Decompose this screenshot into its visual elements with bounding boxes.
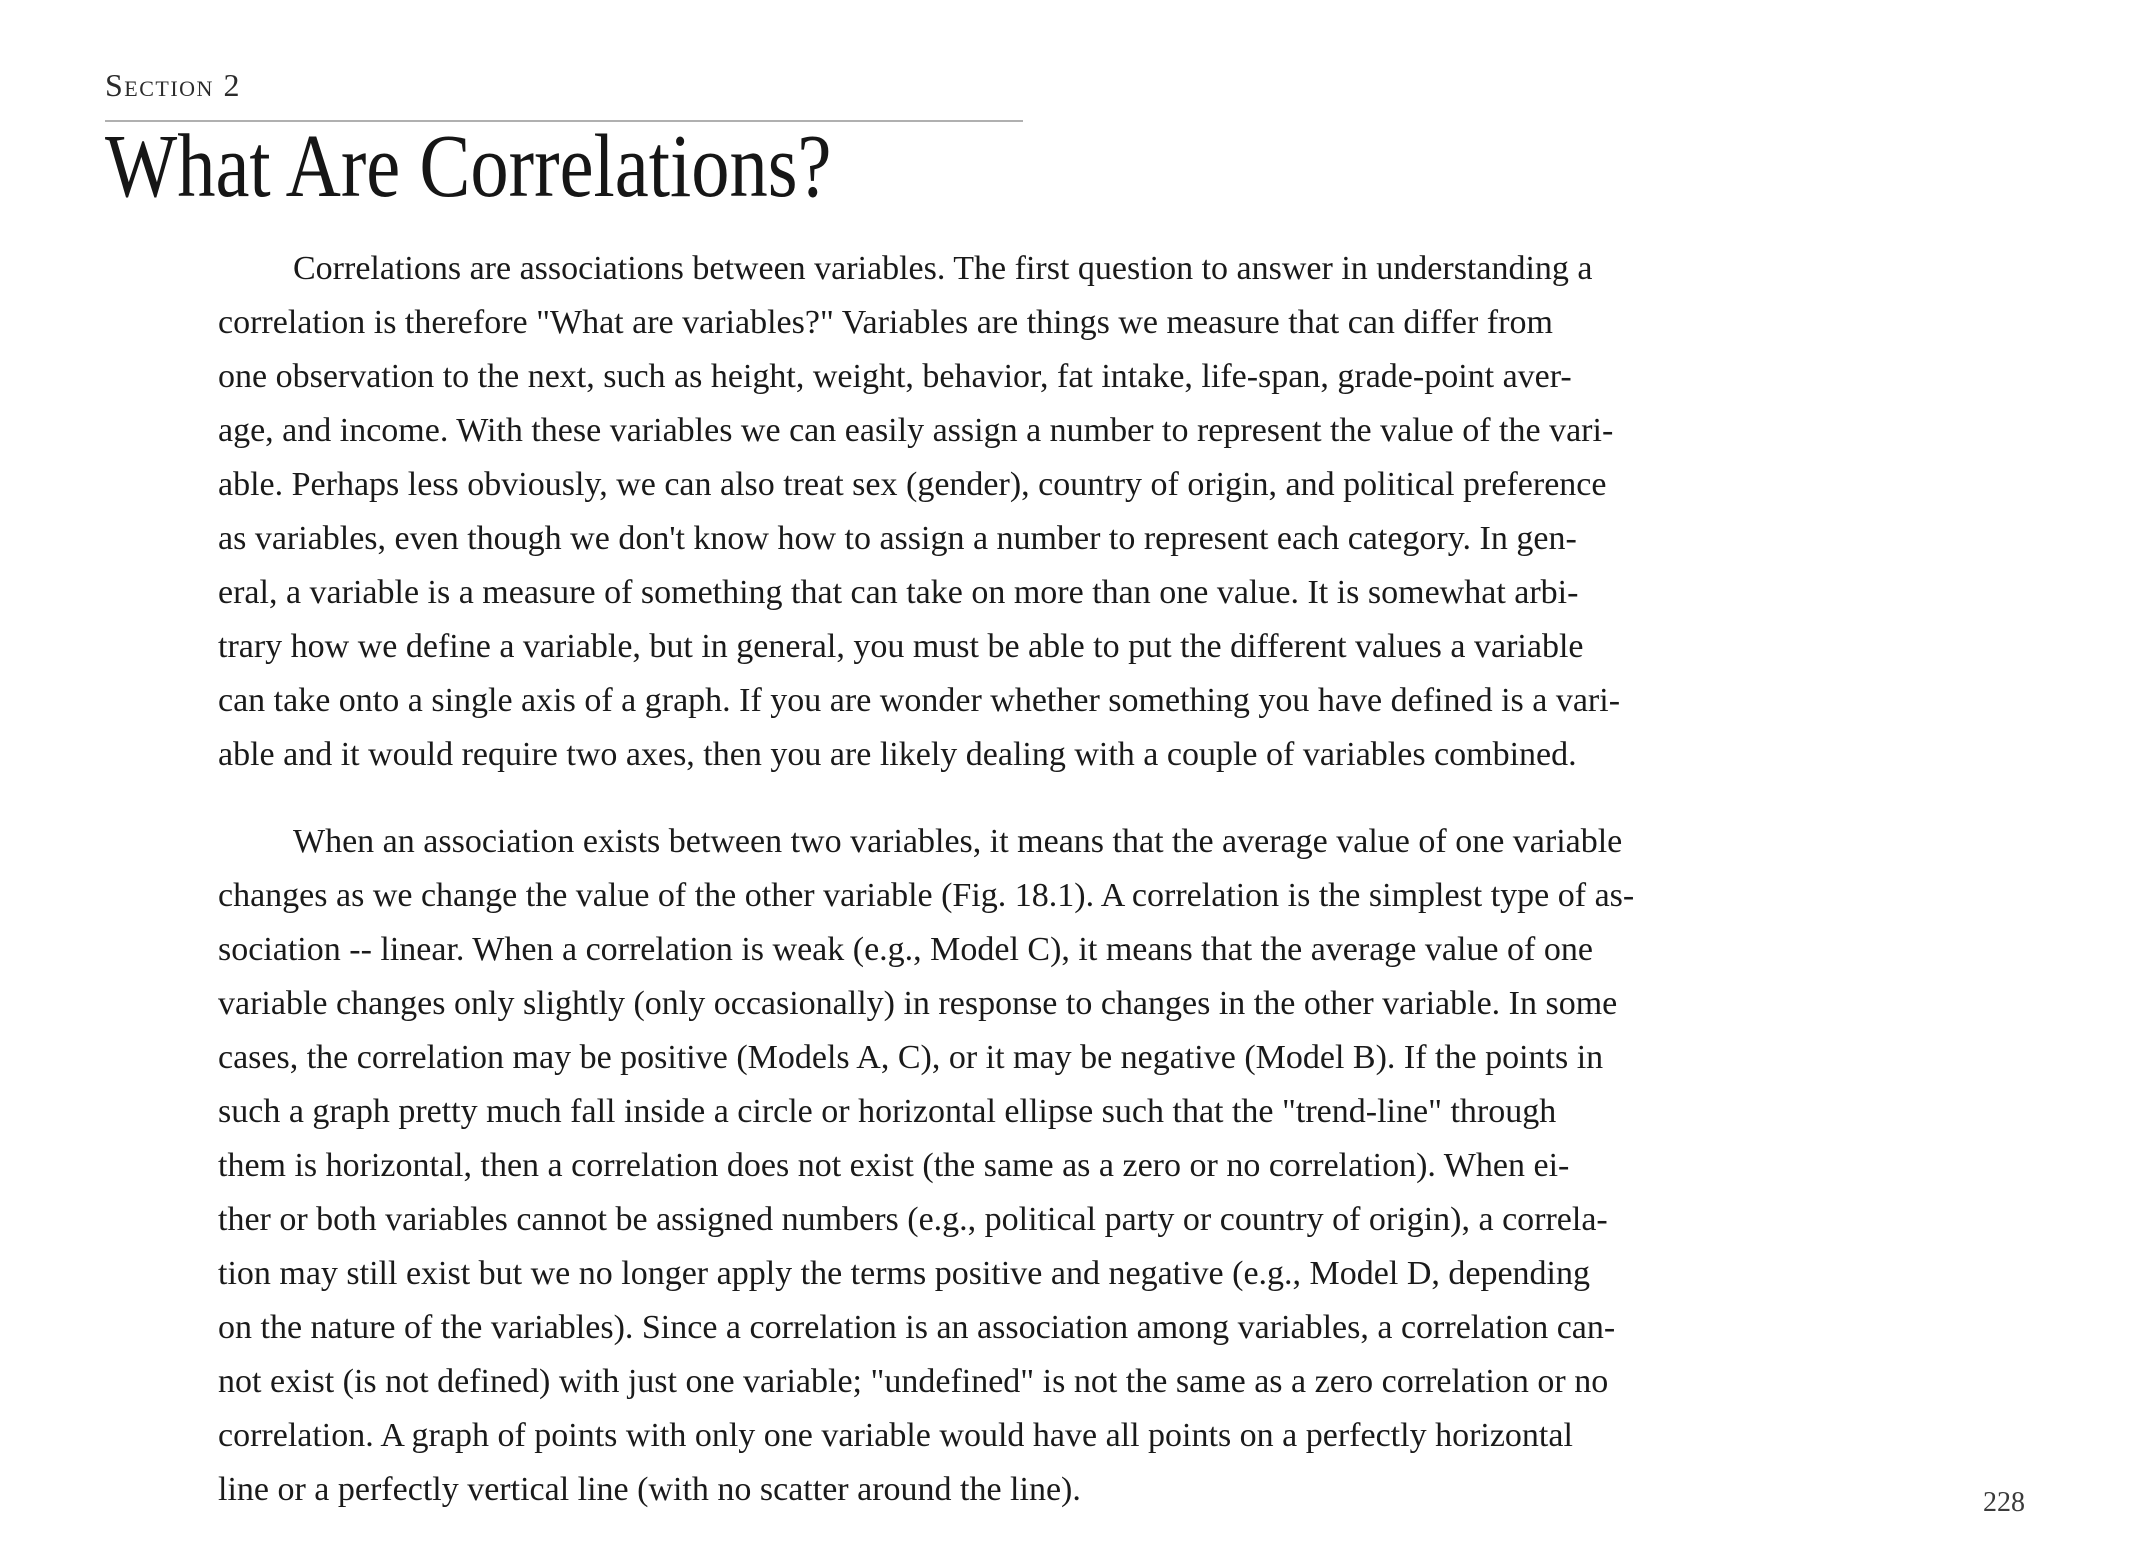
text-line: able. Perhaps less obviously, we can also treat sex (gender), country of origin, and political preference: [218, 466, 1607, 503]
body-text: [218, 242, 1948, 1517]
text-line: sociation -- linear. When a correlation is weak (e.g., Model C), it means that the average value of one: [218, 931, 1593, 968]
text-line: them is horizontal, then a correlation does not exist (the same as a zero or no correlation). When ei-: [218, 1147, 1570, 1184]
text-line: age, and income. With these variables we can easily assign a number to represent the value of the vari-: [218, 412, 1614, 449]
text-line: tion may still exist but we no longer apply the terms positive and negative (e.g., Model D, depending: [218, 1255, 1591, 1292]
text-line: eral, a variable is a measure of something that can take on more than one value. It is somewhat arbi-: [218, 574, 1579, 611]
text-line: changes as we change the value of the other variable (Fig. 18.1). A correlation is the simplest type of as-: [218, 877, 1635, 914]
text-line: can take onto a single axis of a graph. If you are wonder whether something you have defined is a vari-: [218, 682, 1621, 719]
text-line: line or a perfectly vertical line (with no scatter around the line).: [218, 1471, 1081, 1508]
page-title: What Are Correlations?: [105, 117, 832, 216]
text-line: correlation. A graph of points with only one variable would have all points on a perfectly horizontal: [218, 1417, 1573, 1454]
text-line: cases, the correlation may be positive (Models A, C), or it may be negative (Model B). If the points in: [218, 1039, 1604, 1076]
text-line: on the nature of the variables). Since a correlation is an association among variables, a correlation can-: [218, 1309, 1616, 1346]
text-line: When an association exists between two variables, it means that the average value of one variable: [293, 823, 1623, 860]
text-line: not exist (is not defined) with just one variable; "undefined" is not the same as a zero correlation or no: [218, 1363, 1609, 1400]
text-line: correlation is therefore "What are variables?" Variables are things we measure that can differ from: [218, 304, 1553, 341]
text-line: one observation to the next, such as height, weight, behavior, fat intake, life-span, grade-point aver-: [218, 358, 1572, 395]
text-line: as variables, even though we don't know how to assign a number to represent each category. In gen-: [218, 520, 1577, 557]
paragraph: [218, 242, 1948, 782]
text-line: ther or both variables cannot be assigned numbers (e.g., political party or country of origin), a correla-: [218, 1201, 1608, 1238]
paragraph: [218, 815, 1948, 1517]
text-line: variable changes only slightly (only occasionally) in response to changes in the other variable. In some: [218, 985, 1618, 1022]
text-line: such a graph pretty much fall inside a circle or horizontal ellipse such that the "trend-line" through: [218, 1093, 1557, 1130]
page-number: 228: [1983, 1487, 2025, 1518]
text-line: Correlations are associations between variables. The first question to answer in understanding a: [293, 250, 1593, 287]
text-line: trary how we define a variable, but in general, you must be able to put the different values a variable: [218, 628, 1584, 665]
section-label: Section 2: [105, 67, 241, 103]
text-line: able and it would require two axes, then you are likely dealing with a couple of variables combined.: [218, 736, 1577, 773]
